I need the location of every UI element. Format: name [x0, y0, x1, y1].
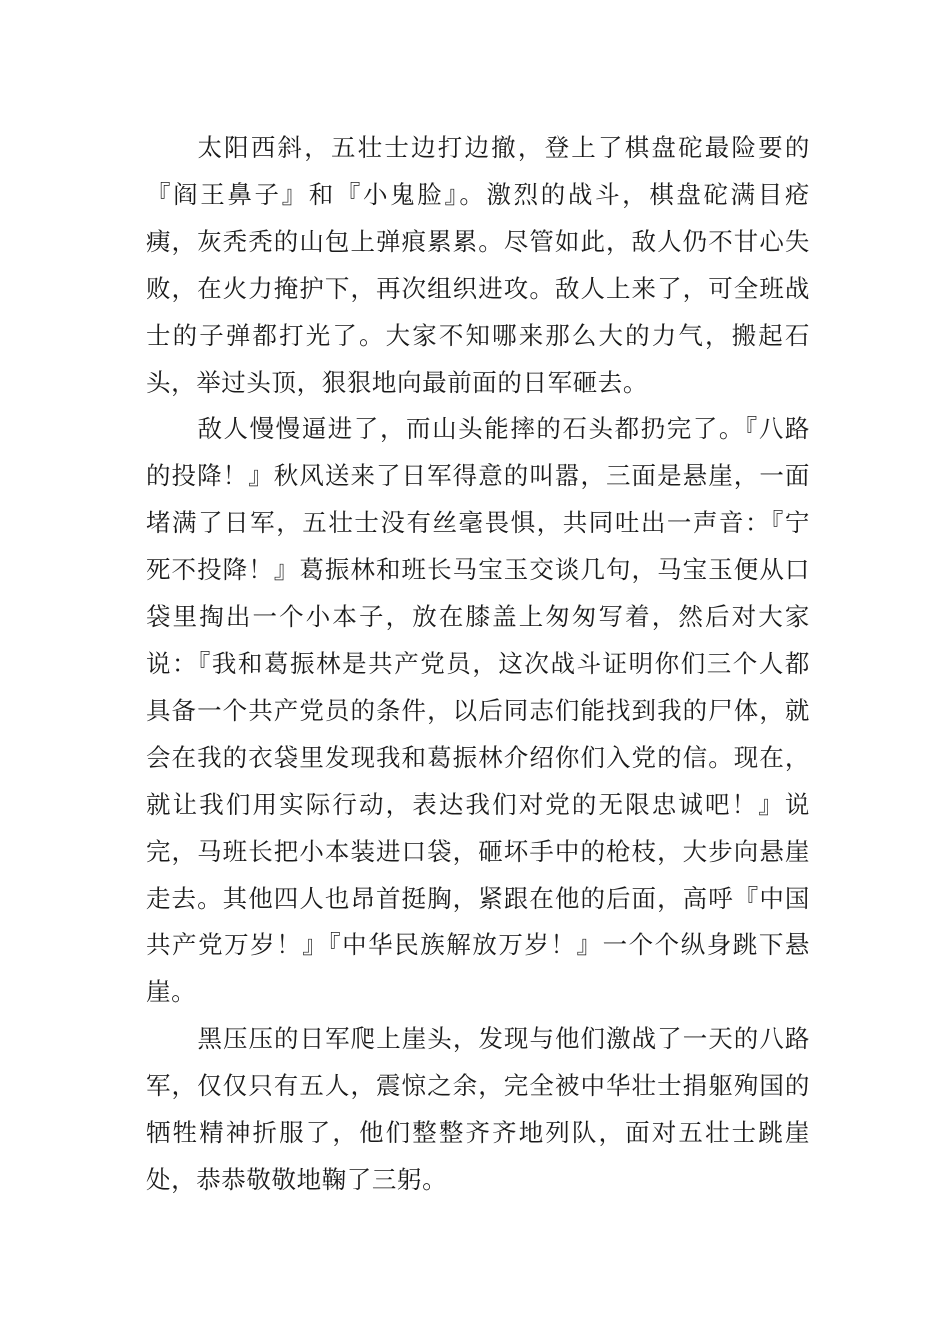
paragraph-2: 敌人慢慢逼进了，而山头能摔的石头都扔完了。『八路的投降！』秋风送来了日军得意的叫嚣，三面是悬崖，一面堵满了日军，五壮士没有丝毫畏惧，共同吐出一声音：『宁死不投降！』葛振林和班长马宝玉交谈几句，马宝玉便从口袋里掏出一个小本子，放在膝盖上匆匆写着，然后对大家说：『我和葛振林是共产党员，这次战斗证明你们三个人都具备一个共产党员的条件，以后同志们能找到我的尸体，就会在我的衣袋里发现我和葛振林介绍你们入党的信。现在，就让我们用实际行动，表达我们对党的无限忠诚吧！』说完，马班长把小本装进口袋，砸坏手中的枪枝，大步向悬崖走去。其他四人也昂首挺胸，紧跟在他的后面，高呼『中国共产党万岁！』『中华民族解放万岁！』一个个纵身跳下悬崖。	[146, 414, 810, 1007]
paragraph-1: 太阳西斜，五壮士边打边撤，登上了棋盘砣最险要的『阎王鼻子』和『小鬼脸』。激烈的战斗，棋盘砣满目疮痍，灰秃秃的山包上弹痕累累。尽管如此，敌人仍不甘心失败，在火力掩护下，再次组织进攻。敌人上来了，可全班战士的子弹都打光了。大家不知哪来那么大的力气，搬起石头，举过头顶，狠狠地向最前面的日军砸去。	[146, 133, 810, 397]
article-body	[146, 125, 810, 1204]
paragraph-3: 黑压压的日军爬上崖头，发现与他们激战了一天的八路军，仅仅只有五人，震惊之余，完全被中华壮士捐躯殉国的牺牲精神折服了，他们整整齐齐地列队，面对五壮士跳崖处，恭恭敬敬地鞠了三躬。	[146, 1024, 810, 1194]
